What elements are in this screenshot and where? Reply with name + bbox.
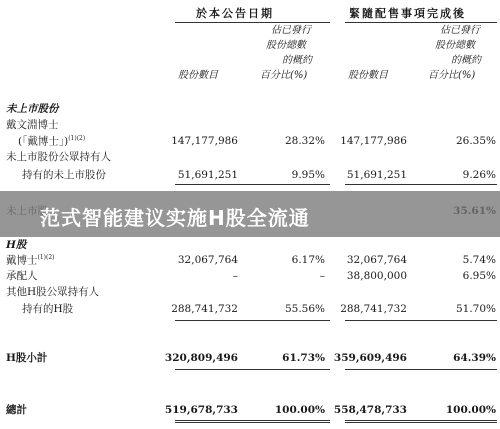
rule-4a bbox=[175, 420, 330, 423]
cell-placees-pct2: 6.95% bbox=[462, 270, 496, 282]
cell-dai-unlisted-shares: 147,177,986 bbox=[171, 135, 238, 147]
cell-dai-h-shares: 32,067,764 bbox=[177, 254, 238, 266]
cell-placees-shares: – bbox=[232, 270, 238, 282]
cell-dai-h-pct: 6.17% bbox=[291, 254, 325, 266]
col-pct1-line1: 佔已發行 bbox=[271, 25, 311, 36]
subtotal-h-pct: 61.73% bbox=[282, 352, 325, 364]
col-shares-header: 股份數目 bbox=[178, 70, 218, 81]
section-h-title: H股 bbox=[6, 239, 27, 251]
cell-dai-h-pct2: 5.74% bbox=[462, 254, 496, 266]
cell-public-unlisted-shares2: 51,691,251 bbox=[346, 169, 407, 181]
header-group-current: 於本公告日期 bbox=[196, 7, 274, 20]
cell-placees-pct: – bbox=[319, 270, 325, 282]
rule-2b bbox=[345, 320, 497, 321]
subtotal-h-pct2: 64.39% bbox=[453, 352, 496, 364]
rule-1a bbox=[175, 184, 330, 185]
rule-2a bbox=[175, 320, 330, 321]
col-pct2-line2: 股份總數 bbox=[435, 40, 475, 51]
col-pct2-line3: 的概約 bbox=[451, 55, 481, 66]
row-public-h-label1: 其他H股公眾持有人 bbox=[6, 286, 100, 298]
cell-public-h-shares2: 288,741,732 bbox=[340, 303, 407, 315]
total-pct2: 100.00% bbox=[445, 404, 496, 416]
section-unlisted-title: 未上市股份 bbox=[6, 103, 59, 115]
subtotal-h-shares: 320,809,496 bbox=[164, 352, 238, 364]
headline-text: 范式智能建议实施H股全流通 bbox=[40, 206, 310, 230]
subtotal-h-label: H股小計 bbox=[6, 352, 48, 364]
row-public-unlisted-label1: 未上市股份公眾持有人 bbox=[6, 151, 111, 163]
cell-dai-unlisted-pct2: 26.35% bbox=[455, 135, 496, 147]
row-public-unlisted-label2: 持有的未上市股份 bbox=[22, 169, 106, 181]
row-placees-label: 承配人 bbox=[6, 270, 38, 282]
subtotal-h-shares2: 359,609,496 bbox=[333, 352, 407, 364]
total-pct: 100.00% bbox=[274, 404, 325, 416]
cell-dai-unlisted-pct: 28.32% bbox=[284, 135, 325, 147]
cell-public-h-pct: 55.56% bbox=[284, 303, 325, 315]
cell-public-h-pct2: 51.70% bbox=[455, 303, 496, 315]
rule-4b bbox=[345, 420, 497, 423]
col-pct2-line1: 佔已發行 bbox=[440, 25, 480, 36]
row-public-h-label2: 持有的H股 bbox=[22, 303, 74, 315]
rule-3a bbox=[175, 369, 330, 370]
header-underline-2 bbox=[345, 22, 497, 23]
rule-1b bbox=[345, 184, 497, 185]
row-dai-unlisted-label1: 戴文淵博士 bbox=[6, 119, 59, 131]
cell-public-unlisted-pct2: 9.26% bbox=[462, 169, 496, 181]
cell-public-h-shares: 288,741,732 bbox=[171, 303, 238, 315]
col-pct2-line4: 百分比(%) bbox=[428, 70, 476, 81]
col-pct1-line3: 的概約 bbox=[282, 55, 312, 66]
total-shares: 519,678,733 bbox=[164, 404, 238, 416]
col-pct1-line2: 股份總數 bbox=[266, 40, 306, 51]
row-dai-unlisted-label2: (「戴博士」)$^{(1)(2)}$ bbox=[18, 135, 86, 148]
row-dai-h-label: 戴博士$^{(1)(2)}$ bbox=[6, 254, 55, 267]
total-label: 總計 bbox=[6, 404, 27, 416]
cell-public-unlisted-shares: 51,691,251 bbox=[177, 169, 238, 181]
rule-3b bbox=[345, 369, 497, 370]
header-group-after: 緊隨配售事項完成後 bbox=[349, 7, 466, 20]
col-pct1-line4: 百分比(%) bbox=[260, 70, 308, 81]
cell-placees-shares2: 38,800,000 bbox=[346, 270, 407, 282]
col-shares2-header: 股份數目 bbox=[348, 70, 388, 81]
cell-public-unlisted-pct: 9.95% bbox=[291, 169, 325, 181]
cell-dai-unlisted-shares2: 147,177,986 bbox=[340, 135, 407, 147]
header-underline-1 bbox=[175, 22, 330, 23]
total-shares2: 558,478,733 bbox=[333, 404, 407, 416]
cell-dai-h-shares2: 32,067,764 bbox=[346, 254, 407, 266]
